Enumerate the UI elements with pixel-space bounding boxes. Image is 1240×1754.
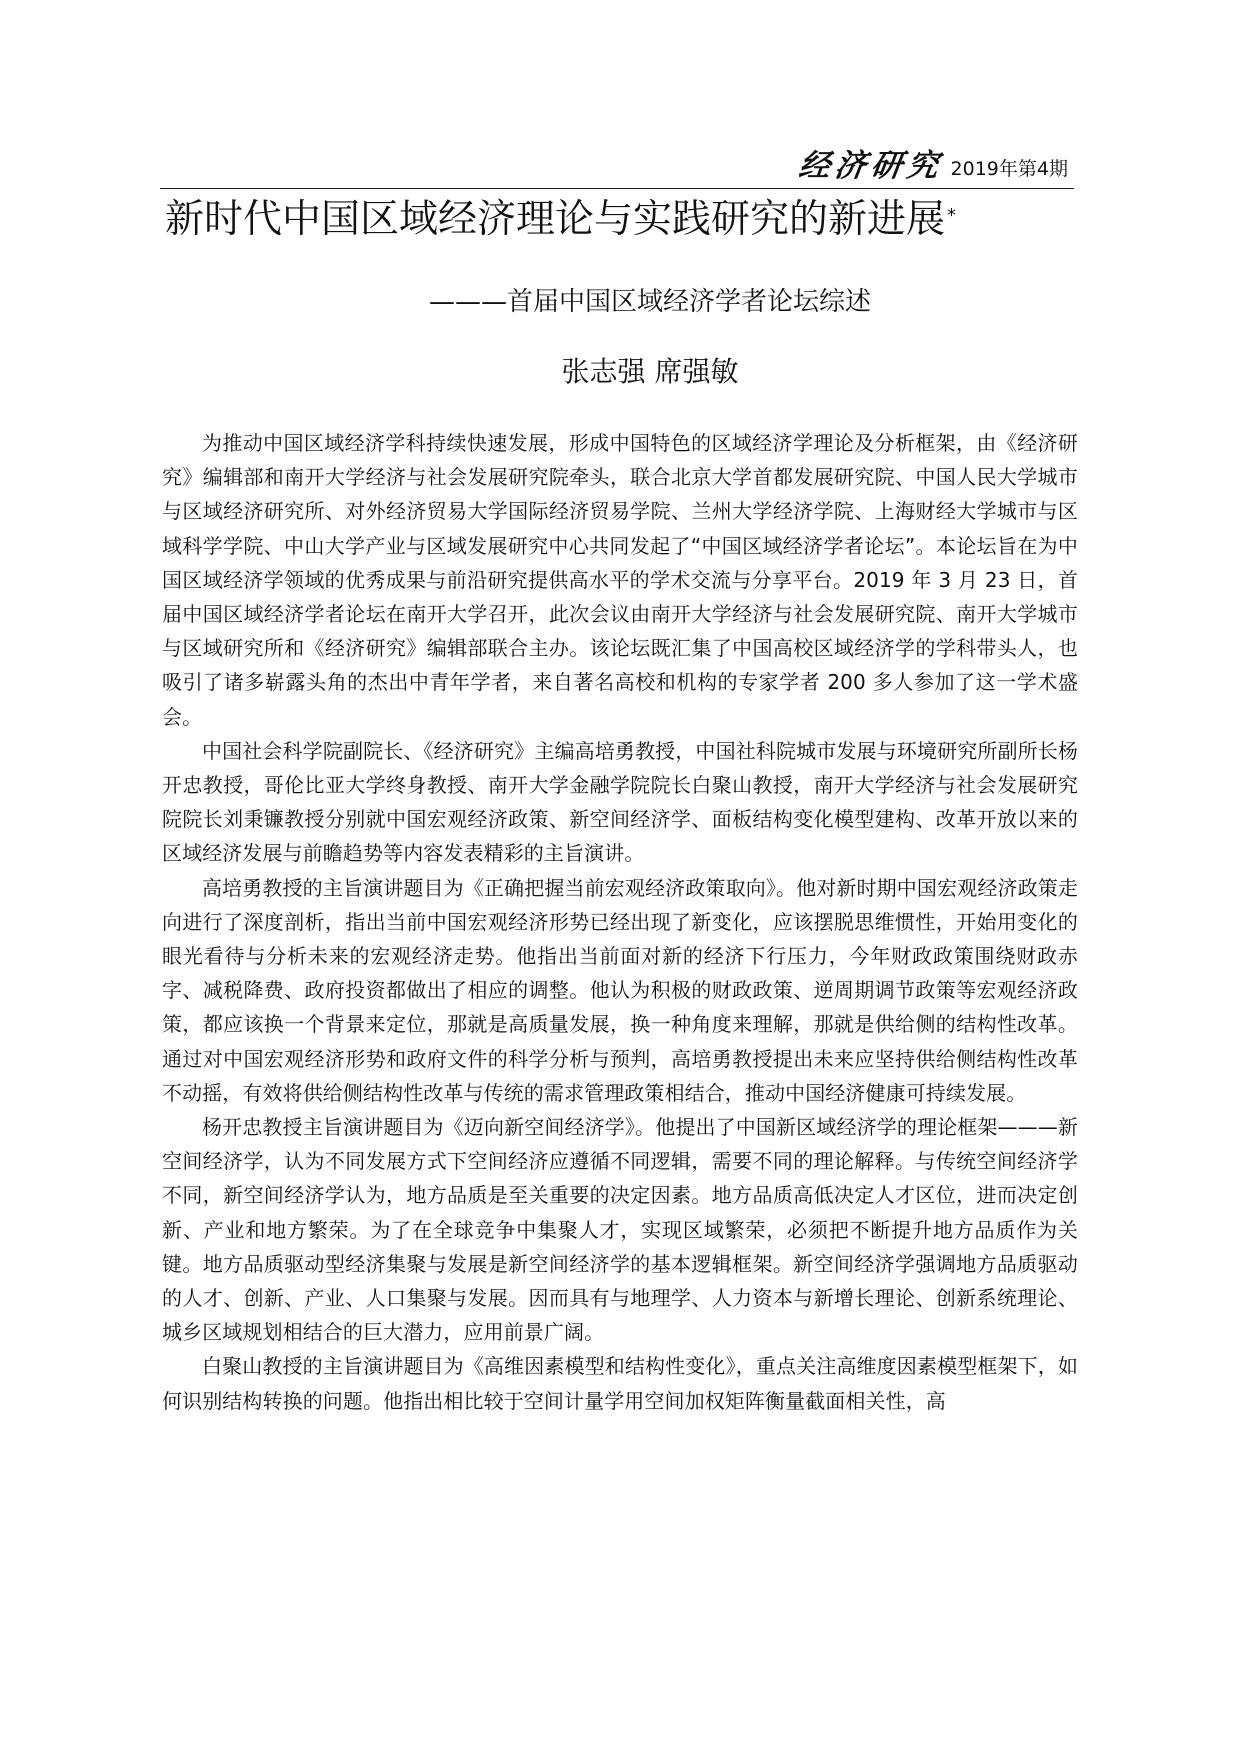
page-header xyxy=(160,140,1074,189)
article-title xyxy=(165,192,1075,248)
article-title-text: 新时代中国区域经济理论与实践研究的新进展 xyxy=(165,197,946,242)
header-right xyxy=(796,148,1068,184)
footnote-mark: * xyxy=(947,205,957,226)
paragraph-4: 杨开忠教授主旨演讲题目为《迈向新空间经济学》。他提出了中国新区域经济学的理论框架———新空间经济学，认为不同发展方式下空间经济应遵循不同逻辑，需要不同的理论解释。与传统空间经济学不同，新空间经济学认为，地方品质是至关重要的决定因素。地方品质高低决定人才区位，进而决定创新、产业和地方繁荣。为了在全球竞争中集聚人才，实现区域繁荣，必须把不断提升地方品质作为关键。地方品质驱动型经济集聚与发展是新空间经济学的基本逻辑框架。新空间经济学强调地方品质驱动的人才、创新、产业、人口集聚与发展。因而具有与地理学、人力资本与新增长理论、创新系统理论、城乡区域规划相结合的巨大潜力，应用前景广阔。 xyxy=(162,1115,1078,1345)
paragraph-1: 为推动中国区域经济学科持续快速发展，形成中国特色的区域经济学理论及分析框架，由《经济研究》编辑部和南开大学经济与社会发展研究院牵头，联合北京大学首都发展研究院、中国人民大学城市与区域经济研究所、对外经济贸易大学国际经济贸易学院、兰州大学经济学院、上海财经大学城市与区域科学学院、中山大学产业与区域发展研究中心共同发起了“中国区域经济学者论坛”。本论坛旨在为中国区域经济学领域的优秀成果与前沿研究提供高水平的学术交流与分享平台。2019 年 3 月 23 日，首届中国区域经济学者论坛在南开大学召开，此次会议由南开大学经济与社会发展研究院、南开大学城市与区域研究所和《经济研究》编辑部联合主办。该论坛既汇集了中国高校区域经济学的学科带头人，也吸引了诸多崭露头角的杰出中青年学者，来自著名高校和机构的专家学者 200 多人参加了这一学术盛会。 xyxy=(162,431,1078,729)
paragraph-5: 白聚山教授的主旨演讲题目为《高维因素模型和结构性变化》，重点关注高维度因素模型框架下，如何识别结构转换的问题。他指出相比较于空间计量学用空间加权矩阵衡量截面相关性，高 xyxy=(162,1354,1078,1413)
article-subtitle: ———首届中国区域经济学者论坛综述 xyxy=(428,287,871,317)
paragraph-2: 中国社会科学院副院长、《经济研究》主编高培勇教授，中国社科院城市发展与环境研究所副所长杨开忠教授，哥伦比亚大学终身教授、南开大学金融学院院长白聚山教授，南开大学经济与社会发展研究院院长刘秉镰教授分别就中国宏观经济政策、新空间经济学、面板结构变化模型建构、改革开放以来的区域经济发展与前瞻趋势等内容发表精彩的主旨演讲。 xyxy=(162,738,1078,866)
paragraph-3: 高培勇教授的主旨演讲题目为《正确把握当前宏观经济政策取向》。他对新时期中国宏观经济政策走向进行了深度剖析，指出当前中国宏观经济形势已经出现了新变化，应该摆脱思维惯性，开始用变化的眼光看待与分析未来的宏观经济走势。他指出当前面对新的经济下行压力，今年财政政策围绕财政赤字、减税降费、政府投资都做出了相应的调整。他认为积极的财政政策、逆周期调节政策等宏观经济政策，都应该换一个背景来定位，那就是高质量发展，换一种角度来理解，那就是供给侧的结构性改革。通过对中国宏观经济形势和政府文件的科学分析与预判，高培勇教授提出未来应坚持供给侧结构性改革不动摇，有效将供给侧结构性改革与传统的需求管理政策相结合，推动中国经济健康可持续发展。 xyxy=(162,875,1078,1105)
article-body xyxy=(162,426,1078,1418)
journal-logo: 经济研究 xyxy=(796,148,946,184)
issue-number: 2019年第4期 xyxy=(950,158,1068,181)
article-authors: 张志强 席强敏 xyxy=(561,355,739,388)
